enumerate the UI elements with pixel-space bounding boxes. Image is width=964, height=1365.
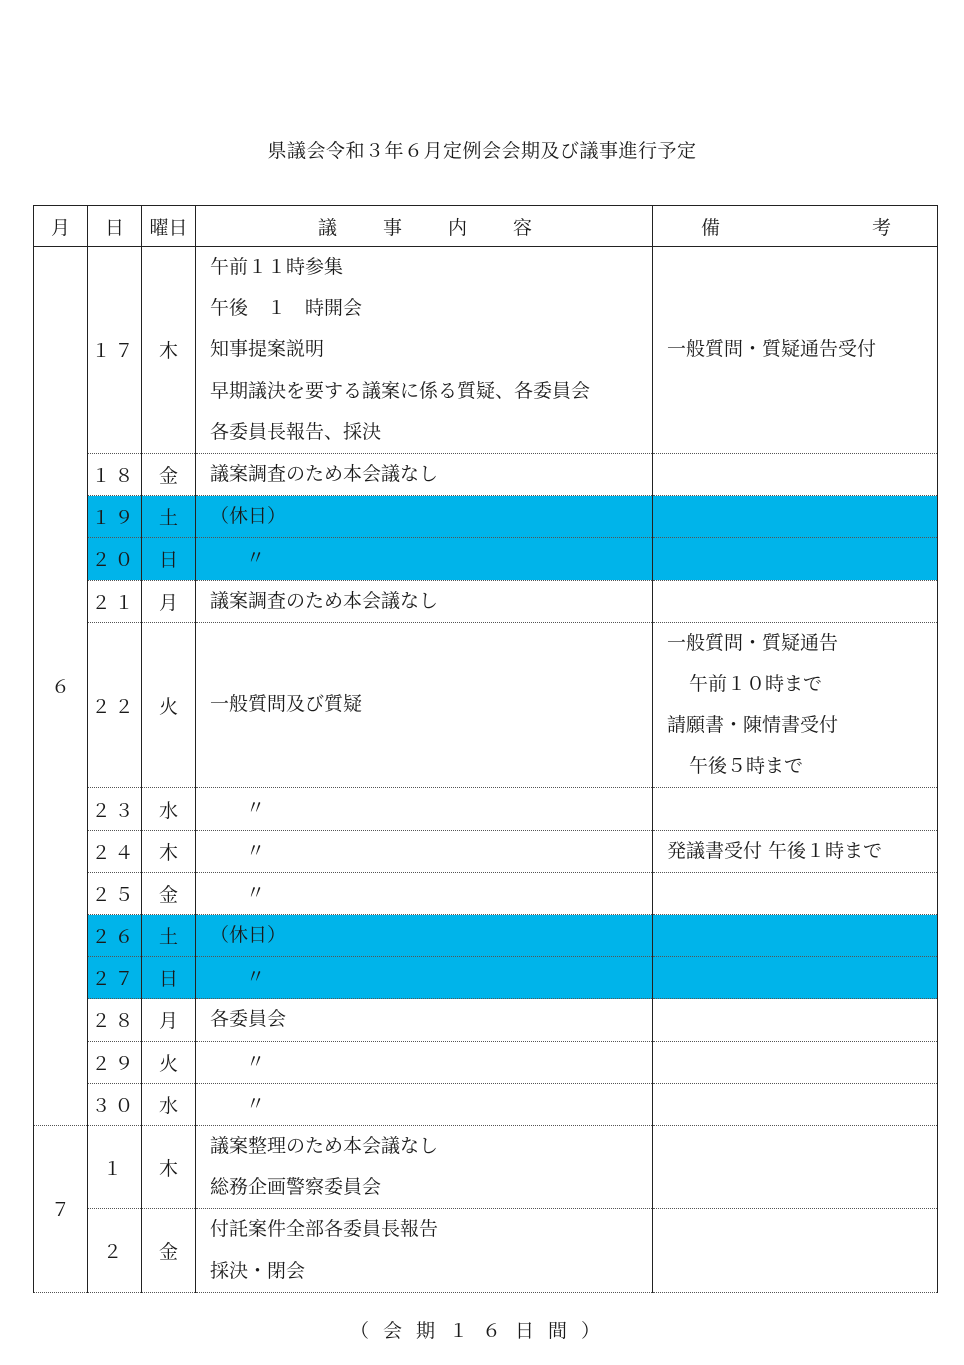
table-row — [34, 999, 938, 1041]
notes-cell — [653, 788, 938, 830]
notes-cell — [653, 1209, 938, 1292]
notes-line — [667, 454, 937, 495]
day-cell: ２２ — [88, 622, 142, 788]
weekday-cell: 水 — [142, 1083, 196, 1125]
agenda-line: 早期議決を要する議案に係る質疑、各委員会 — [210, 379, 591, 402]
agenda-line: （休日） — [210, 505, 287, 528]
notes-line: 請願書・陳情書受付 — [667, 714, 839, 737]
table-row — [34, 496, 938, 538]
month-cell: ６ — [34, 247, 88, 1126]
agenda-line: 〃 — [246, 1092, 266, 1115]
notes-cell — [653, 622, 938, 788]
agenda-line: 午前１１時参集 — [210, 256, 344, 278]
agenda-cell — [196, 915, 653, 957]
agenda-line: 各委員長報告、採決 — [210, 420, 382, 443]
day-cell: ２ — [88, 1209, 142, 1292]
notes-line: 午前１０時まで — [689, 672, 823, 695]
day-cell: １７ — [88, 247, 142, 454]
table-row — [34, 872, 938, 914]
header-month: 月 — [34, 206, 88, 247]
agenda-cell — [196, 872, 653, 914]
day-cell: １８ — [88, 453, 142, 495]
agenda-line: （休日） — [210, 924, 287, 946]
notes-cell — [653, 580, 938, 622]
agenda-line: 各委員会 — [210, 1008, 287, 1031]
notes-cell — [653, 830, 938, 872]
notes-cell — [653, 453, 938, 495]
header-notes-char: 備 — [701, 216, 721, 239]
notes-line — [667, 999, 937, 1040]
notes-cell — [653, 496, 938, 538]
agenda-cell — [196, 453, 653, 495]
agenda-line: 〃 — [246, 839, 266, 862]
table-row — [34, 788, 938, 830]
agenda-cell — [196, 830, 653, 872]
day-cell: １ — [88, 1125, 142, 1208]
schedule-body — [34, 247, 938, 1293]
weekday-cell: 水 — [142, 788, 196, 830]
agenda-cell — [196, 1125, 653, 1208]
table-row — [34, 957, 938, 999]
agenda-cell — [196, 788, 653, 830]
weekday-cell: 金 — [142, 872, 196, 914]
day-cell: ２０ — [88, 538, 142, 580]
agenda-cell — [196, 1041, 653, 1083]
notes-line — [667, 1126, 937, 1167]
month-cell: ７ — [34, 1125, 88, 1292]
header-weekday: 曜日 — [142, 206, 196, 247]
notes-line — [667, 1084, 937, 1125]
agenda-cell — [196, 496, 653, 538]
header-agenda-char: 内 — [447, 216, 467, 239]
weekday-cell: 日 — [142, 538, 196, 580]
header-agenda — [196, 206, 653, 247]
notes-line — [667, 538, 937, 579]
weekday-cell: 火 — [142, 1041, 196, 1083]
agenda-line: 議案調査のため本会議なし — [210, 462, 439, 485]
agenda-cell — [196, 1209, 653, 1292]
notes-line — [667, 957, 937, 998]
notes-cell — [653, 247, 938, 454]
notes-line — [667, 1167, 937, 1208]
table-row — [34, 1083, 938, 1125]
agenda-cell — [196, 1083, 653, 1125]
notes-line — [667, 581, 937, 622]
agenda-cell — [196, 580, 653, 622]
agenda-line: 議案調査のため本会議なし — [210, 589, 439, 612]
weekday-cell: 火 — [142, 622, 196, 788]
agenda-line: 議案整理のため本会議なし — [210, 1134, 439, 1157]
schedule-table — [33, 205, 938, 1293]
table-row — [34, 1209, 938, 1292]
table-row — [34, 915, 938, 957]
header-row — [34, 206, 938, 247]
weekday-cell: 金 — [142, 453, 196, 495]
day-cell: ３０ — [88, 1083, 142, 1125]
agenda-line: 一般質問及び質疑 — [210, 693, 363, 716]
weekday-cell: 土 — [142, 496, 196, 538]
notes-line — [667, 496, 937, 537]
agenda-line: 採決・閉会 — [210, 1259, 306, 1282]
weekday-cell: 金 — [142, 1209, 196, 1292]
header-notes — [653, 206, 938, 247]
table-row — [34, 1125, 938, 1208]
day-cell: ２６ — [88, 915, 142, 957]
notes-cell — [653, 1125, 938, 1208]
header-agenda-char: 事 — [382, 216, 402, 239]
notes-line — [667, 288, 937, 329]
table-row — [34, 453, 938, 495]
day-cell: ２５ — [88, 872, 142, 914]
notes-cell — [653, 957, 938, 999]
table-row — [34, 580, 938, 622]
agenda-cell — [196, 999, 653, 1041]
notes-cell — [653, 999, 938, 1041]
header-agenda-char: 議 — [318, 216, 338, 239]
notes-line: 午後５時まで — [689, 755, 804, 778]
notes-line — [667, 1209, 937, 1250]
agenda-cell — [196, 247, 653, 454]
agenda-cell — [196, 957, 653, 999]
notes-cell — [653, 538, 938, 580]
day-cell: ２１ — [88, 580, 142, 622]
header-day: 日 — [88, 206, 142, 247]
notes-line — [667, 247, 937, 288]
document-title: 県議会令和３年６月定例会会期及び議事進行予定 — [267, 140, 697, 162]
agenda-line: 〃 — [246, 881, 266, 904]
table-row — [34, 538, 938, 580]
notes-cell — [653, 872, 938, 914]
notes-line: 一般質問・質疑通告受付 — [667, 338, 877, 361]
weekday-cell: 月 — [142, 999, 196, 1041]
table-row — [34, 622, 938, 788]
weekday-cell: 木 — [142, 1125, 196, 1208]
day-cell: ２７ — [88, 957, 142, 999]
day-cell: ２４ — [88, 830, 142, 872]
weekday-cell: 木 — [142, 247, 196, 454]
agenda-cell — [196, 538, 653, 580]
notes-line: 一般質問・質疑通告 — [667, 631, 839, 654]
agenda-line: 〃 — [246, 797, 266, 820]
notes-cell — [653, 1041, 938, 1083]
agenda-line: 午後 １ 時開会 — [210, 297, 363, 320]
agenda-cell — [196, 622, 653, 788]
header-agenda-char: 容 — [512, 216, 532, 239]
day-cell: ２３ — [88, 788, 142, 830]
notes-line — [667, 412, 937, 453]
agenda-line: 知事提案説明 — [210, 338, 325, 361]
weekday-cell: 日 — [142, 957, 196, 999]
weekday-cell: 月 — [142, 580, 196, 622]
weekday-cell: 木 — [142, 830, 196, 872]
session-period: （会期１６日間） — [349, 1320, 614, 1342]
weekday-cell: 土 — [142, 915, 196, 957]
day-cell: １９ — [88, 496, 142, 538]
notes-cell — [653, 915, 938, 957]
table-row — [34, 1041, 938, 1083]
notes-line — [667, 371, 937, 412]
header-notes-char: 考 — [871, 216, 891, 239]
notes-line — [667, 1251, 937, 1292]
notes-line — [667, 788, 937, 829]
notes-line — [667, 1042, 937, 1083]
day-cell: ２９ — [88, 1041, 142, 1083]
agenda-line: 〃 — [246, 1050, 266, 1073]
agenda-line: 〃 — [246, 966, 266, 989]
table-row — [34, 247, 938, 454]
notes-cell — [653, 1083, 938, 1125]
notes-line: 発議書受付 午後１時まで — [667, 839, 883, 862]
notes-line — [667, 873, 937, 914]
table-row — [34, 830, 938, 872]
agenda-line: 〃 — [246, 547, 266, 570]
day-cell: ２８ — [88, 999, 142, 1041]
agenda-line: 総務企画警察委員会 — [210, 1176, 382, 1199]
notes-line — [667, 915, 937, 956]
agenda-line: 付託案件全部各委員長報告 — [210, 1218, 439, 1241]
